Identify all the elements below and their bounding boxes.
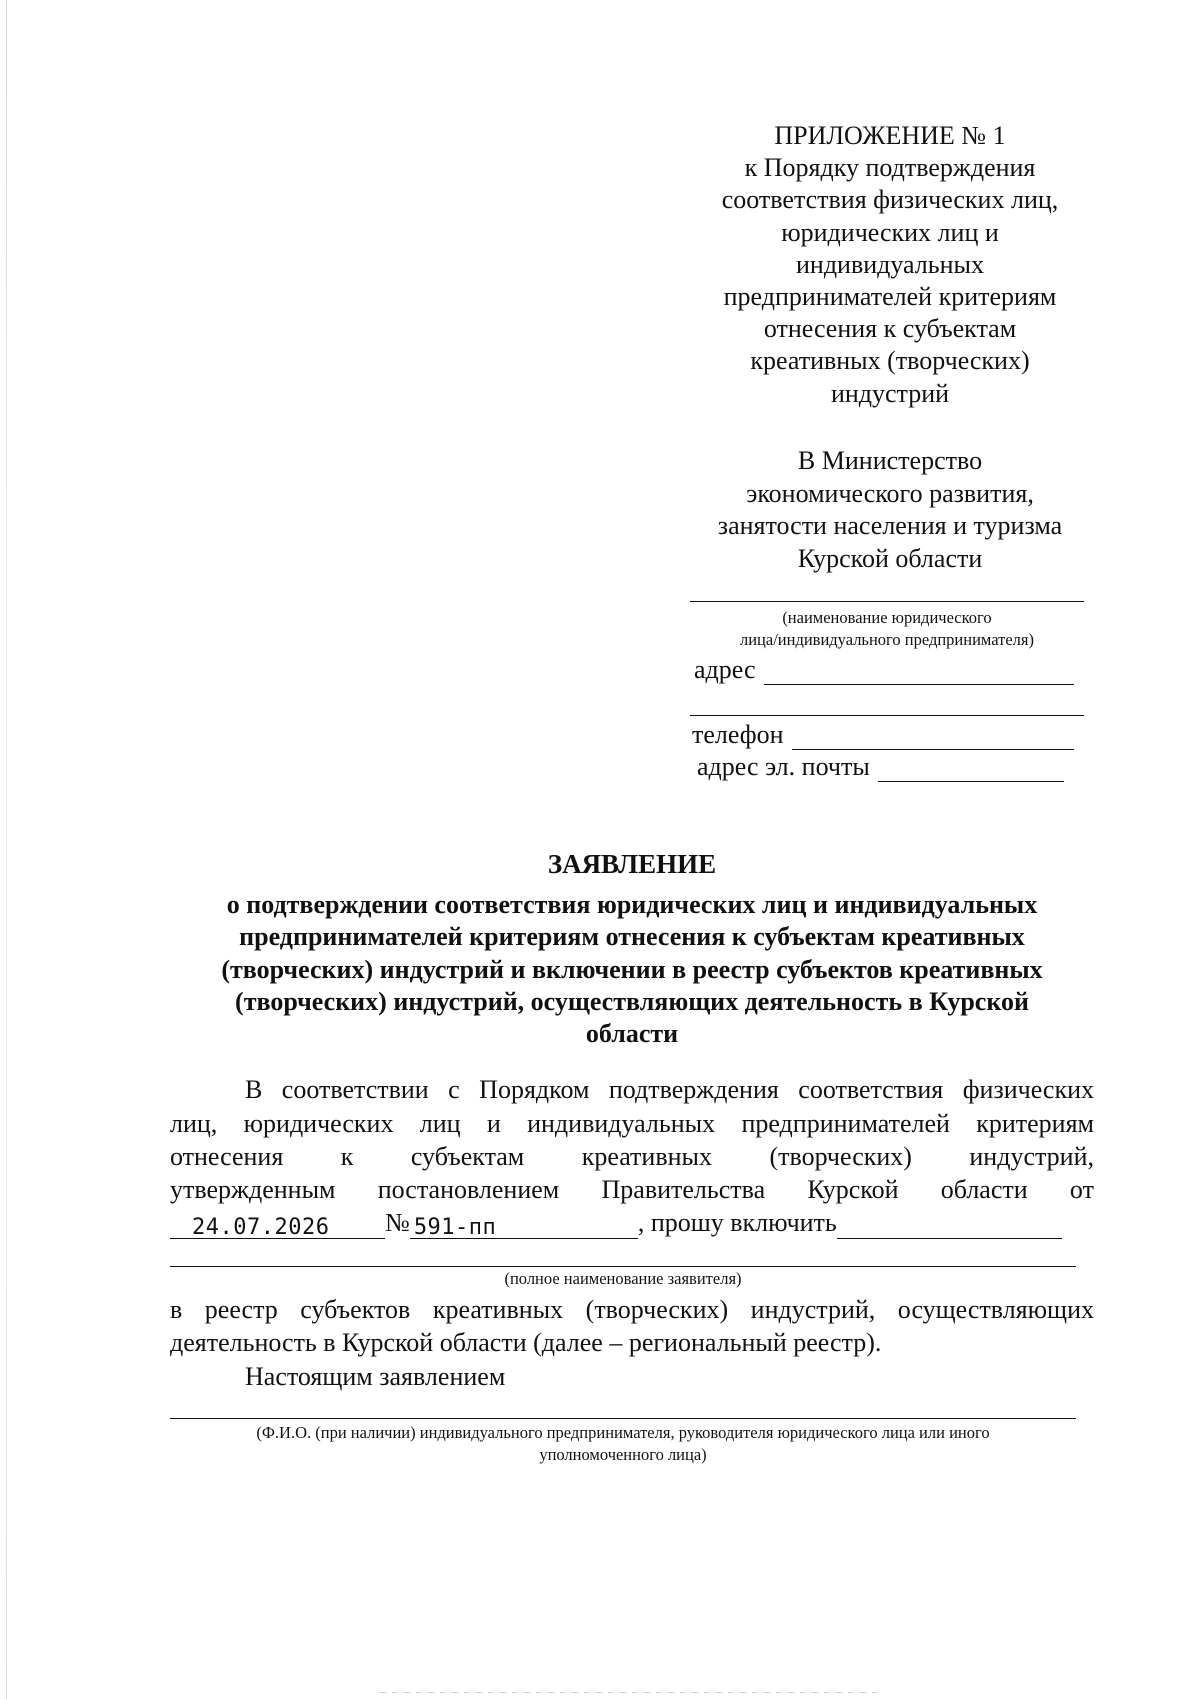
email-field[interactable] bbox=[878, 759, 1064, 782]
body-line-6 bbox=[170, 1294, 1094, 1326]
applicant-name-line[interactable] bbox=[690, 601, 1084, 602]
appendix-line: индивидуальных bbox=[795, 249, 985, 279]
recipient-line: экономического развития, bbox=[746, 478, 1034, 508]
scan-left-edge bbox=[6, 0, 7, 1699]
fio-caption bbox=[160, 1422, 1086, 1466]
appendix-line: индустрий bbox=[830, 378, 950, 408]
caption-line: уполномоченного лица) bbox=[539, 1445, 707, 1464]
body-line-2 bbox=[170, 1108, 1094, 1140]
decree-number-field[interactable] bbox=[410, 1213, 638, 1239]
body-word: утвержденным bbox=[170, 1175, 336, 1204]
decree-line bbox=[170, 1207, 1094, 1239]
body-word: к bbox=[340, 1142, 354, 1171]
email-label: адрес эл. почты bbox=[697, 752, 870, 781]
appendix-line: соответствия физических лиц, bbox=[721, 185, 1059, 215]
body-line-4 bbox=[170, 1174, 1094, 1206]
recipient-block bbox=[690, 445, 1090, 575]
appendix-line: к Порядку подтверждения bbox=[744, 153, 1036, 183]
body-text: В соответствии с Порядком подтверждения соответствия физических bbox=[245, 1075, 1094, 1104]
body-line-8 bbox=[170, 1361, 1094, 1393]
body-line-1 bbox=[170, 1074, 1094, 1106]
recipient-line: В Министерство bbox=[797, 446, 983, 475]
body-word: (творческих) bbox=[769, 1142, 912, 1171]
body-word: постановлением bbox=[377, 1175, 560, 1204]
number-sign: № bbox=[385, 1208, 410, 1237]
decree-date-field[interactable] bbox=[170, 1213, 385, 1239]
statement-subtitle-line: области bbox=[585, 1019, 679, 1049]
body-text: Настоящим заявлением bbox=[245, 1362, 506, 1391]
scan-bottom-artifact bbox=[380, 1692, 880, 1693]
recipient-line: занятости населения и туризма bbox=[717, 511, 1063, 540]
decree-date: 24.07.2026 bbox=[192, 1215, 330, 1240]
body-text: лиц, юридических лиц и индивидуальных предпринимателей критериям bbox=[170, 1109, 1094, 1138]
body-word: субъектам bbox=[410, 1142, 525, 1171]
statement-subtitle-line: о подтверждении соответствия юридических лиц и индивидуальных bbox=[226, 890, 1038, 920]
body-line-7 bbox=[170, 1327, 1094, 1359]
appendix-title: ПРИЛОЖЕНИЕ № 1 bbox=[774, 121, 1006, 150]
address-field[interactable] bbox=[764, 662, 1074, 685]
appendix-line: юридических лиц и bbox=[781, 217, 999, 247]
body-word: Правительства bbox=[601, 1175, 766, 1204]
body-word: области bbox=[940, 1175, 1028, 1204]
address-second-line[interactable] bbox=[690, 715, 1084, 716]
phone-row bbox=[692, 720, 1074, 750]
request-text: , прошу включить bbox=[637, 1208, 837, 1237]
phone-label: телефон bbox=[692, 720, 784, 749]
body-word: от bbox=[1069, 1175, 1094, 1204]
recipient-line: Курской области bbox=[797, 543, 983, 573]
applicant-full-name-line[interactable] bbox=[170, 1266, 1076, 1267]
statement-title bbox=[170, 848, 1094, 1050]
caption-line: лица/индивидуального предпринимателя) bbox=[739, 630, 1034, 649]
email-row bbox=[697, 752, 1064, 782]
caption-line: (Ф.И.О. (при наличии) индивидуального предпринимателя, руководителя юридического лица или иного bbox=[256, 1423, 990, 1442]
caption-line: (наименование юридического bbox=[782, 608, 992, 627]
body-text: деятельность в Курской области (далее – региональный реестр). bbox=[170, 1328, 882, 1357]
body-word: креативных bbox=[581, 1142, 712, 1171]
phone-field[interactable] bbox=[792, 727, 1074, 750]
applicant-inline-field[interactable] bbox=[837, 1212, 1062, 1239]
statement-subtitle-line: (творческих) индустрий, осуществляющих деятельность в Курской bbox=[235, 986, 1029, 1016]
appendix-line: отнесения к субъектам bbox=[763, 314, 1017, 344]
decree-number: 591-пп bbox=[413, 1215, 497, 1240]
appendix-header bbox=[690, 120, 1090, 410]
body-word: отнесения bbox=[170, 1142, 284, 1171]
appendix-line: креативных (творческих) bbox=[750, 346, 1030, 376]
body-line-3 bbox=[170, 1141, 1094, 1173]
fio-line[interactable] bbox=[170, 1418, 1076, 1419]
body-text: в реестр субъектов креативных (творческих) индустрий, осуществляющих bbox=[170, 1295, 1094, 1324]
address-label: адрес bbox=[694, 655, 756, 684]
address-row bbox=[694, 655, 1074, 685]
statement-subtitle-line: (творческих) индустрий и включении в реестр субъектов креативных bbox=[221, 954, 1043, 984]
statement-subtitle-line: предпринимателей критериям отнесения к субъектам креативных bbox=[239, 922, 1025, 952]
body-word: индустрий, bbox=[969, 1142, 1094, 1171]
appendix-line: предпринимателей критериям bbox=[723, 282, 1057, 312]
statement-heading: ЗАЯВЛЕНИЕ bbox=[547, 849, 717, 879]
body-word: Курской bbox=[807, 1175, 899, 1204]
applicant-full-name-caption: (полное наименование заявителя) bbox=[504, 1269, 742, 1288]
applicant-name-caption bbox=[690, 607, 1084, 651]
